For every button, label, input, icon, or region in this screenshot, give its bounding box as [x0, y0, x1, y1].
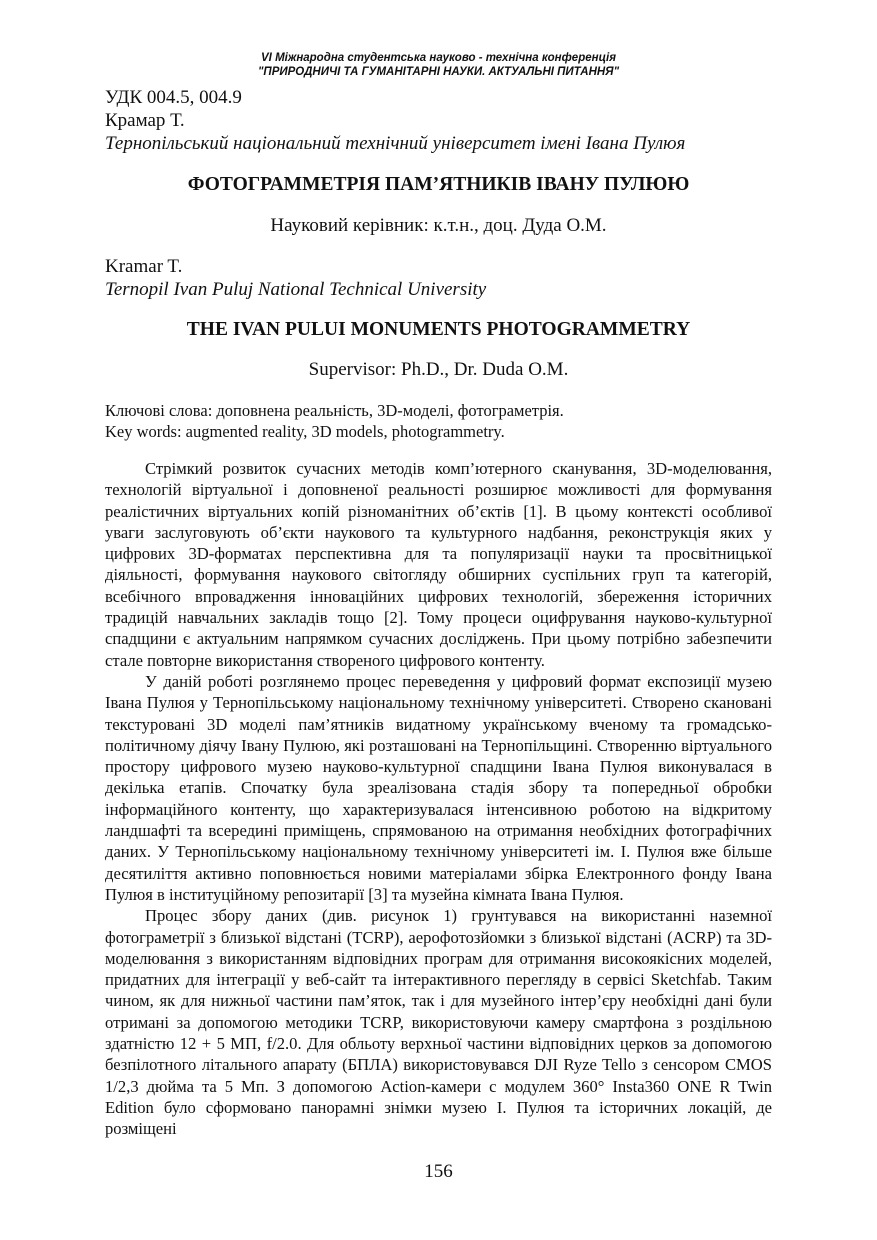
title-ua: ФОТОГРАММЕТРІЯ ПАМ’ЯТНИКІВ ІВАНУ ПУЛЮЮ — [187, 174, 690, 195]
author-ua: Крамар Т. — [105, 110, 185, 131]
keywords-ua: Ключові слова: доповнена реальність, 3D-моделі, фотограметрія. — [105, 401, 564, 420]
supervisor-en: Supervisor: Ph.D., Dr. Duda O.M. — [308, 359, 569, 380]
author-en: Kramar T. — [105, 256, 183, 277]
body-text — [105, 458, 772, 1140]
title-en: THE IVAN PULUI MONUMENTS PHOTOGRAMMETRY — [186, 319, 691, 340]
affiliation-ua: Тернопільський національний технічний університет імені Івана Пулюя — [105, 133, 686, 154]
page-number: 156 — [424, 1161, 453, 1182]
keywords-en: Key words: augmented reality, 3D models, photogrammetry. — [105, 422, 505, 441]
supervisor-ua: Науковий керівник: к.т.н., доц. Дуда О.М. — [270, 215, 607, 236]
conference-header-line1: VI Міжнародна студентська науково - технічна конференція — [261, 52, 616, 64]
affiliation-en: Ternopil Ivan Puluj National Technical University — [105, 279, 487, 300]
paragraph-2: У даній роботі розглянемо процес переведення у цифровий формат експозиції музею Івана Пулюя у Тернопільському національному технічному університеті. Створено скановані текстуровані 3D моделі пам’ятників видатному українському вченому та громадсько-політичному діячу Івану Пулюю, які розташовані на Тернопільщині. Створенню віртуального простору цифрового музею науково-культурної спадщини Івана Пулюя виконувалася в декілька етапів. Спочатку була зреалізована стадія збору та попередньої обробки інформаційного контенту, що характеризувалася інтенсивною роботою на відкритому ландшафті та всередині приміщень, спрямованою на отримання необхідних фотографічних даних. У Тернопільському національному технічному університеті ім. І. Пулюя вже більше десятиліття активно поповнюється новими матеріалами збірка Електронного фонду Івана Пулюя в інституційному репозитарії [3] та музейна кімната Івана Пулюя. — [105, 671, 772, 904]
udk-code: УДК 004.5, 004.9 — [105, 87, 242, 108]
paragraph-1: Стрімкий розвиток сучасних методів комп’ютерного сканування, 3D-моделювання, технологій віртуальної і доповненої реальності розширює можливості для формування реалістичних віртуальних копій різноманітних об’єктів [1]. В цьому контексті особливої уваги заслуговують об’єкти наукового та культурного надбання, реконструкція яких у цифрових 3D-форматах перспективна для та популяризації науки та просвітницької діяльності, формування наукового світогляду обширних суспільних груп та категорій, всебічного впровадження інноваційних цифрових технологій, збереження історичних традицій навчальних закладів тощо [2]. Тому процеси оцифрування науково-культурної спадщини є актуальним напрямком сучасних досліджень. При цьому потрібно забезпечити стале повторне використання створеного цифрового контенту. — [105, 459, 772, 670]
paragraph-3: Процес збору даних (див. рисунок 1) грунтувався на використанні наземної фотограметрії з близької відстані (TCRP), аерофотозйомки з близької відстані (ACRP) та 3D-моделювання з використанням відповідних програм для отримання високоякісних моделей, придатних для інтеграції у веб-сайт та інтерактивного перегляду в сервісі Sketchfab. Таким чином, як для нижньої частини пам’яток, так і для музейного інтер’єру необхідні дані були отримані за допомогою методики TCRP, використовуючи камеру смартфона з роздільною здатністю 12 + 5 МП, f/2.0. Для обльоту верхньої частини відповідних церков за допомогою безпілотного літального апарату (БПЛА) використовувався DJI Ryze Tello з сенсором CMOS 1/2,3 дюйма та 5 Мп. З допомогою Action-камери с модулем 360° Insta360 ONE R Twin Edition було сформовано панорамні знімки музею І. Пулюя та історичних локацій, де розміщені — [105, 906, 772, 1139]
conference-header-line2: "ПРИРОДНИЧІ ТА ГУМАНІТАРНІ НАУКИ. АКТУАЛЬНІ ПИТАННЯ" — [257, 66, 620, 78]
